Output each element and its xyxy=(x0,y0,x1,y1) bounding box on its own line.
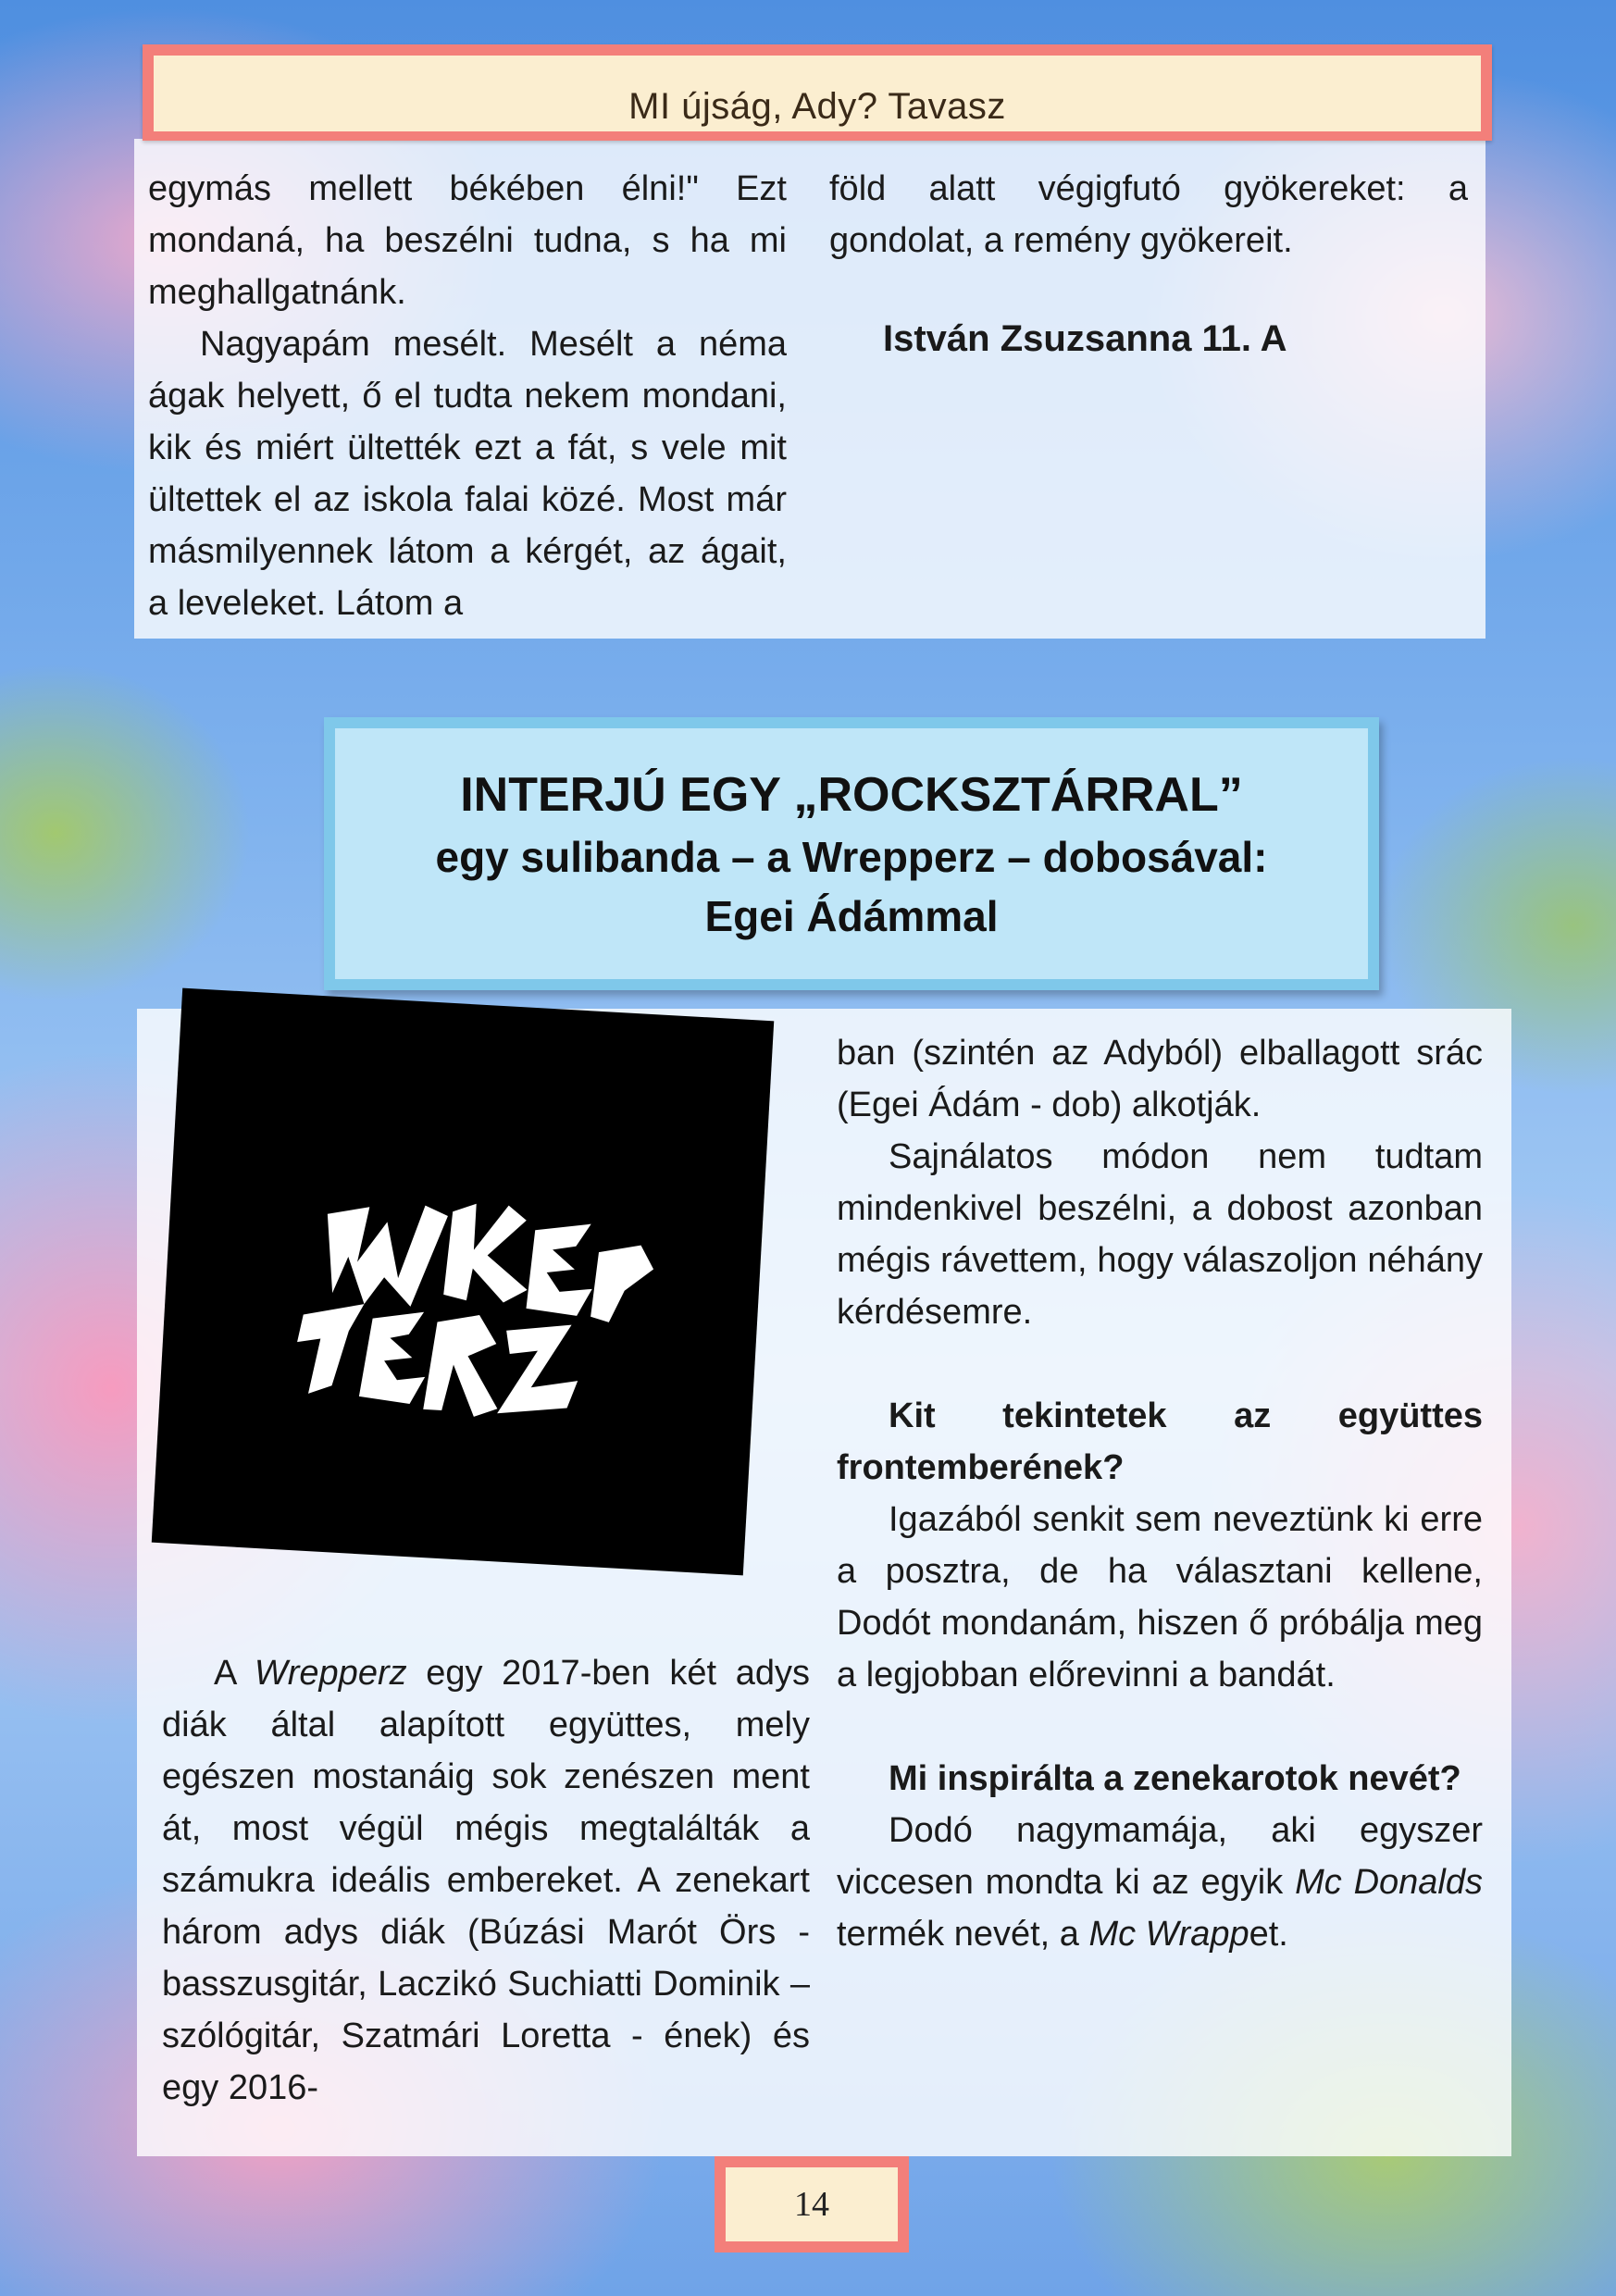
top-left-column xyxy=(148,163,787,629)
band-logo-graphic xyxy=(152,988,774,1576)
interview-answer: Igazából senkit sem neveztünk ki erre a posztra, de ha választani kellene, Dodót mondanám, hiszen ő próbálja meg a legjobban előrevinni a bandát. xyxy=(837,1500,1483,1694)
answer-pre: Dodó nagymamája, aki egyszer viccesen mondta ki az egyik xyxy=(837,1811,1483,1902)
answer-mid: termék nevét, a xyxy=(837,1915,1089,1954)
intro-post: egy 2017-ben két adys diák által alapított együttes, mely egészen mostanáig sok zenészen ment át, most végül mégis megtalálták a számukra ideális embereket. A zenekart három adys diák (Búzási Marót Örs - basszusgitár, Laczikó Suchiatti Dominik – szólógitár, Szatmári Loretta - ének) és egy 2016- xyxy=(162,1654,810,2107)
interview-question: Kit tekintetek az együttes frontemberének? xyxy=(837,1396,1483,1487)
page-number: 14 xyxy=(794,2185,829,2224)
article-title: INTERJÚ EGY „ROCKSZTÁRRAL” xyxy=(460,767,1243,822)
title-inner xyxy=(335,728,1368,979)
paragraph: ban (szintén az Adyból) elballagott srác (Egei Ádám - dob) alkotják. xyxy=(837,1034,1483,1124)
article-right-column xyxy=(837,1027,1483,1960)
product-emphasis: Mc Wrapp xyxy=(1088,1915,1249,1954)
band-logo-image xyxy=(152,988,774,1576)
page-header xyxy=(143,44,1492,141)
brand-emphasis: Mc Donalds xyxy=(1295,1863,1483,1902)
paragraph: Nagyapám mesélt. Mesélt a néma ágak helyett, ő el tudta nekem mondani, kik és miért ültették ezt a fát, s vele mit ültettek el az iskola falai közé. Most már másmilyennek látom a kérgét, az ágait, a leveleket. Látom a xyxy=(148,325,787,623)
answer-post: et. xyxy=(1249,1915,1288,1954)
page-header-title: MI újság, Ady? Tavasz xyxy=(628,86,1006,127)
article-title-box xyxy=(324,717,1379,990)
author-signature: István Zsuzsanna 11. A xyxy=(883,318,1287,359)
page-number-inner xyxy=(726,2167,898,2241)
header-inner xyxy=(154,56,1481,131)
paragraph: Sajnálatos módon nem tudtam mindenkivel beszélni, a dobost azonban mégis rávettem, hogy válaszoljon néhány kérdésemre. xyxy=(837,1137,1483,1332)
page-number-box xyxy=(715,2156,909,2253)
logo-shards xyxy=(293,1194,656,1426)
intro-paragraph xyxy=(162,1647,810,2114)
paragraph: egymás mellett békében élni!" Ezt mondaná, ha beszélni tudna, s ha mi meghallgatnánk. xyxy=(148,169,787,312)
top-right-column xyxy=(829,163,1468,365)
intro-pre: A xyxy=(214,1654,255,1693)
article-subtitle-line1: egy sulibanda – a Wrepperz – dobosával: xyxy=(435,832,1268,881)
interview-question: Mi inspirálta a zenekarotok nevét? xyxy=(889,1759,1461,1798)
article-left-column xyxy=(162,1647,810,2114)
interview-answer xyxy=(837,1805,1483,1960)
paragraph: föld alatt végigfutó gyökereket: a gondolat, a remény gyökereit. xyxy=(829,169,1468,260)
article-subtitle-line2: Egei Ádámmal xyxy=(704,891,999,940)
band-name-emphasis: Wrepperz xyxy=(254,1654,407,1693)
